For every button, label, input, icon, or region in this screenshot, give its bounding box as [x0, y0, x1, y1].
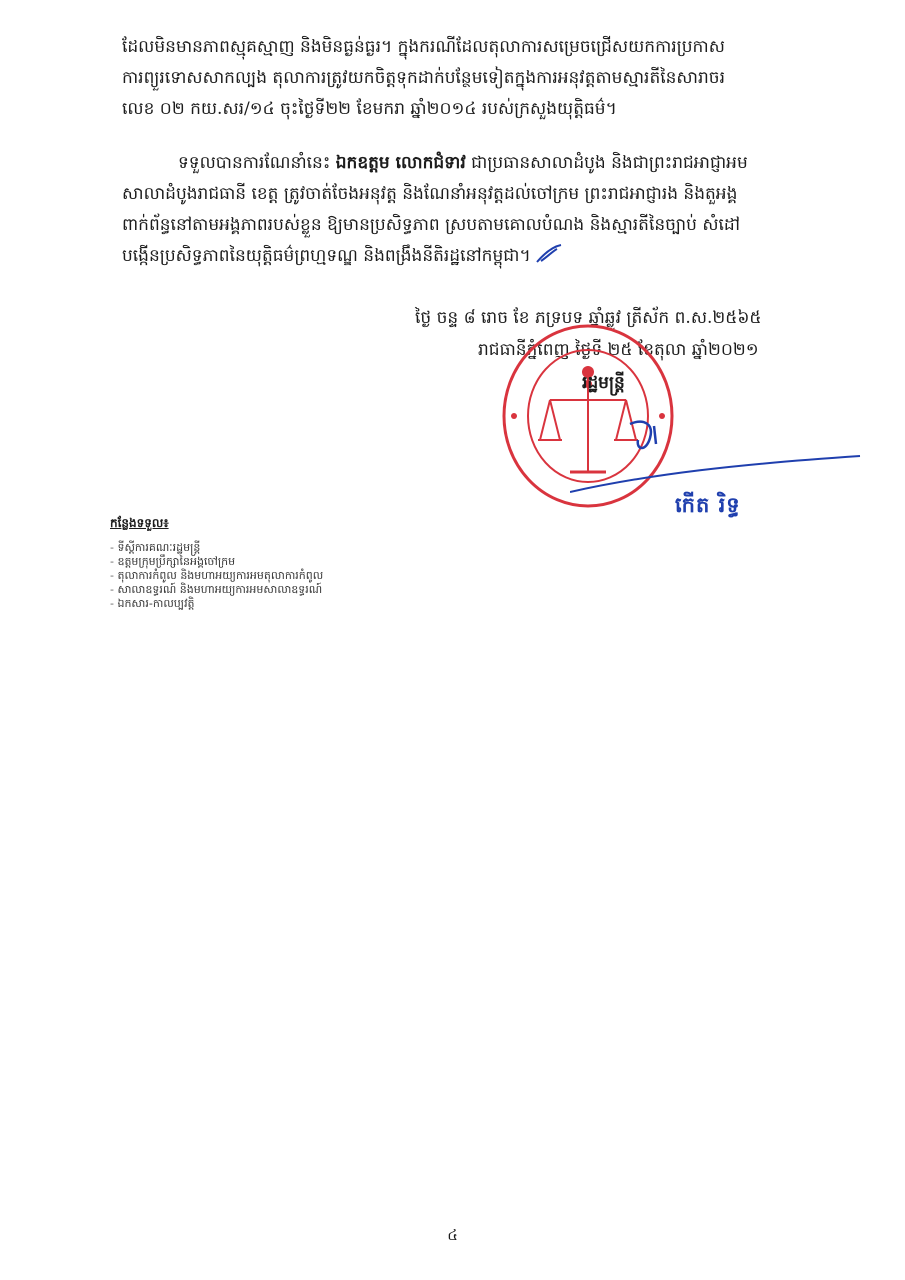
recipient-item: - តុលាការកំពូល និងមហាអយ្យការអមតុលាការកំពូល [110, 569, 323, 583]
solar-date: រាជធានីភ្នំពេញ ថ្ងៃទី ២៥ ខែតុលា ឆ្នាំ២០២១ [478, 340, 759, 360]
recipient-item: - សាលាឧទ្ធរណ៍ និងមហាអយ្យការអមសាលាឧទ្ធរណ៍ [110, 583, 323, 597]
rest-text: ជាប្រធានសាលាដំបូង និងជាព្រះរាជអាជ្ញាអម [471, 153, 748, 173]
signatory-title: រដ្ឋមន្ត្រី [582, 373, 625, 393]
text-line: ដែលមិនមានភាពស្មុគស្មាញ និងមិនធ្ងន់ធ្ងរ។ ក្នុងករណីដែលតុលាការសម្រេចជ្រើសយកការប្រកាស [122, 37, 725, 57]
recipient-item: - ឧត្តមក្រុមប្រឹក្សានៃអង្គចៅក្រម [110, 555, 323, 569]
lead-text: ទទួលបានការណែនាំនេះ [178, 153, 331, 173]
recipient-item: - ឯកសារ-កាលប្បវត្តិ [110, 597, 323, 611]
addressee-text: ឯកឧត្តម លោកជំទាវ [335, 153, 466, 173]
initial-mark-icon [535, 243, 565, 265]
text-line: ពាក់ព័ន្ធនៅតាមអង្គភាពរបស់ខ្លួន ឱ្យមានប្រសិទ្ធភាព ស្របតាមគោលបំណង និងស្មារតីនៃច្បាប់ សំដៅ [122, 215, 741, 235]
recipient-item: - ទីស្តីការគណៈរដ្ឋមន្ត្រី [110, 541, 323, 555]
text-line: ការព្យួរទោសសាកល្បង តុលាការត្រូវយកចិត្តទុកដាក់បន្ថែមទៀតក្នុងការអនុវត្តតាមស្មារតីនៃសារាចរ [122, 68, 725, 88]
recipients-list [110, 515, 323, 611]
recipients-heading: កន្លែងទទួល៖ [110, 516, 169, 530]
official-seal-icon [500, 322, 676, 510]
text-line [122, 241, 834, 272]
text-line: សាលាដំបូងរាជធានី ខេត្ត ត្រូវចាត់ចែងអនុវត្ត និងណែនាំអនុវត្តដល់ចៅក្រម ព្រះរាជអាជ្ញារង និងតួអង្គ [122, 184, 738, 204]
final-line-text: បង្កើនប្រសិទ្ធភាពនៃយុត្តិធម៌ព្រហ្មទណ្ឌ និងពង្រឹងនីតិរដ្ឋនៅកម្ពុជា។ [122, 246, 531, 266]
paragraph-instruction [122, 148, 834, 272]
text-line: លេខ ០២ កយ.សរ/១៤ ចុះថ្ងៃទី២២ ខែមករា ឆ្នាំ២០១៤ របស់ក្រសួងយុត្តិធម៌។ [122, 99, 617, 119]
page-number: ៤ [447, 1226, 458, 1244]
signatory-name: កើត រិទ្ធ [675, 492, 741, 517]
paragraph-continuation [122, 32, 834, 125]
text-line [122, 148, 834, 179]
lunar-date: ថ្ងៃ ចន្ទ ៨ រោច ខែ ភទ្របទ ឆ្នាំឆ្លូវ ត្រីស័ក ព.ស.២៥៦៥ [415, 308, 762, 328]
